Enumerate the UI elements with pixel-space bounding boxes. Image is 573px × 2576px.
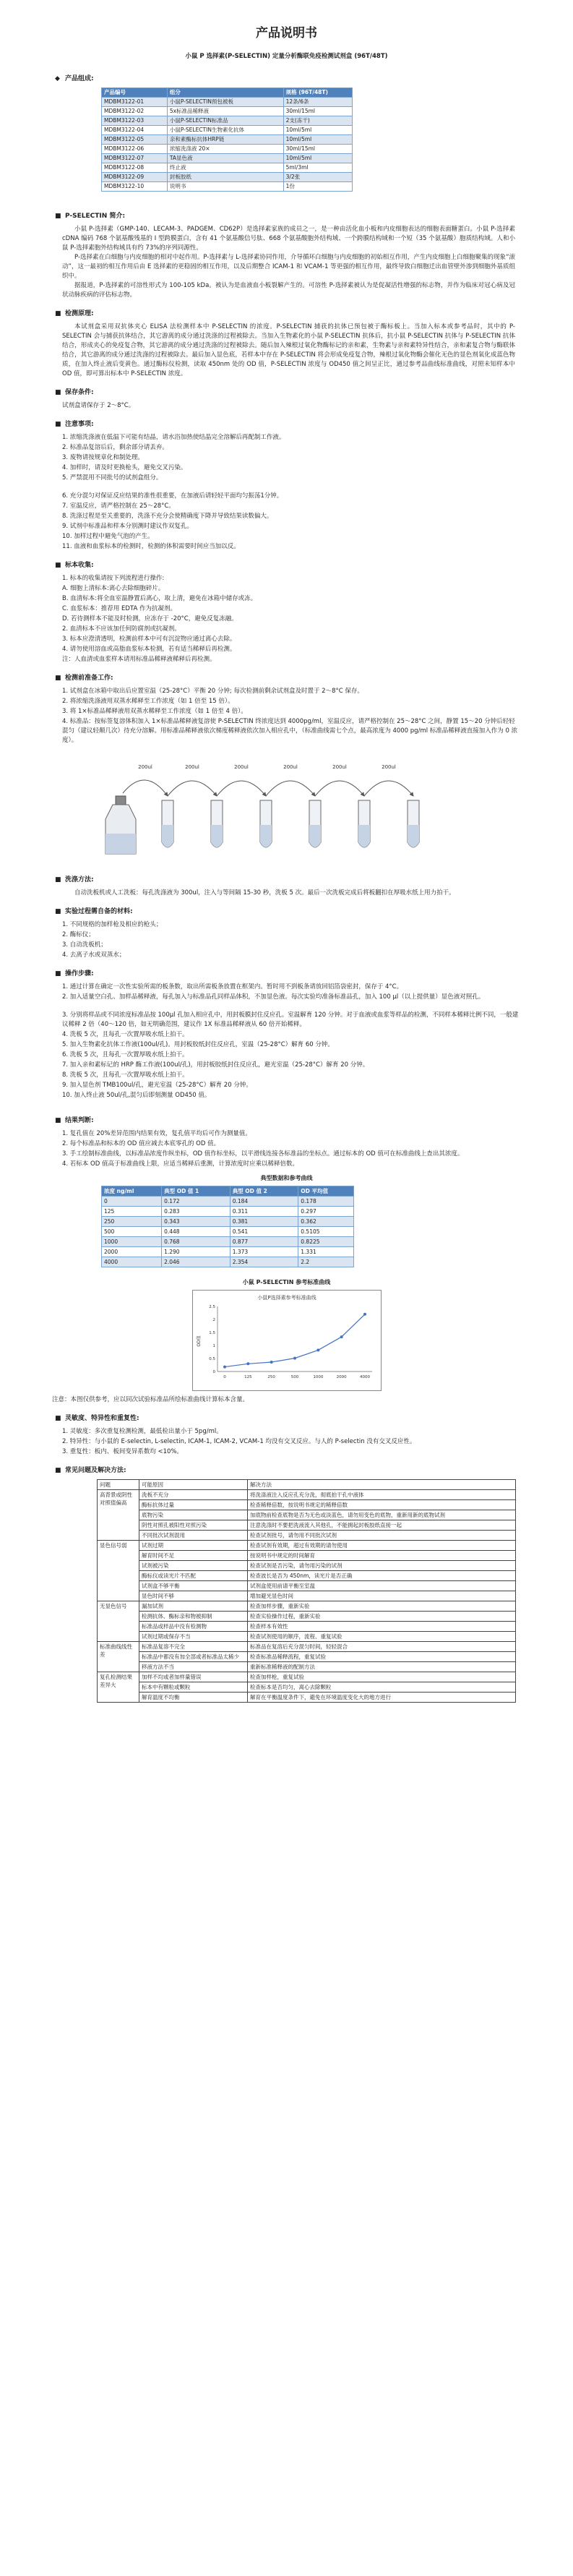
x-tick-label: 500 <box>290 1375 298 1379</box>
problem-cell: 标准曲线线性差 <box>98 1642 139 1672</box>
solution-cell: 检查实验操作过程，重新实验 <box>248 1612 516 1622</box>
cause-cell: 底物污染 <box>139 1510 248 1520</box>
intro-paragraph-3: 据报道，P-选择素的可溶性形式为 100-105 kDa。被认为是血液血小板裂解产生的。可溶性 P-选择素被认为是促凝活性增强的标志物，并作为临床对冠心病及冠状动脉疾病的评估标志物。 <box>62 282 515 299</box>
solution-cell: 检查稀释倍数，按说明书规定的稀释倍数 <box>248 1500 516 1510</box>
transfer-arrow-icon <box>123 780 168 796</box>
list-item: 2. 特异性：与小鼠的 E-selectin, L-selectin, ICAM-1, ICAM-2, VCAM-1 均没有交叉反应。与人的 P-selectin 没有交叉反应性。 <box>62 1438 416 1445</box>
solution-cell: 检查试剂使用的顺序，流程、重复试验 <box>248 1632 516 1642</box>
section-storage-heading: ■ 保存条件: <box>55 389 94 396</box>
table-cell: 1000 <box>102 1237 162 1247</box>
list-item: 3. 手工绘制标准曲线，以标准品浓度作纵坐标，OD 值作标坐标，以平滑线连接各标准品的坐标点。通过标本的 OD 值可在标准曲线上查出其浓度。 <box>62 1150 464 1158</box>
results-list <box>62 1129 521 1169</box>
table-cell: 浓缩洗涤液 20× <box>167 145 283 154</box>
cause-cell: 加样不均或者加样量错误 <box>139 1672 248 1682</box>
section-troubleshoot-heading: ■ 常见问题及解决方法: <box>55 1467 126 1474</box>
solution-cell: 按说明书中规定的时间解育 <box>248 1551 516 1561</box>
cause-cell: 移液方法不当 <box>139 1662 248 1672</box>
table-cell: 5x标准品稀释液 <box>167 107 283 116</box>
table-cell: 2000 <box>102 1247 162 1257</box>
table-cell: 0.362 <box>298 1217 354 1227</box>
table-cell: 0.172 <box>162 1197 231 1207</box>
list-item: 1. 试剂盒在冰箱中取出后应置室温（25-28°C）平衡 20 分钟; 每次检测前剩余试剂盒及时置于 2～8°C 保存。 <box>62 688 363 695</box>
data-point <box>246 1362 249 1365</box>
table-cell: 0.343 <box>162 1217 231 1227</box>
y-tick-label: 1 <box>212 1344 215 1348</box>
table-cell: 3/2张 <box>283 173 352 182</box>
table-cell: 4000 <box>102 1257 162 1267</box>
dilution-diagram <box>103 753 471 861</box>
cause-cell: 试剂盒不够平衡 <box>139 1581 248 1591</box>
table-cell: 0.311 <box>230 1207 298 1217</box>
table-row <box>102 1247 354 1257</box>
column-header: 浓度 ng/ml <box>102 1186 162 1197</box>
list-item: D. 若待测样本不能及时检测，应冻存于 -20°C，避免反复冻融。 <box>62 615 238 622</box>
section-performance-heading: ■ 灵敏度、特异性和重复性: <box>55 1415 139 1422</box>
section-intro-heading: ■ P-SELECTIN 简介: <box>55 213 126 220</box>
solution-cell: 检查样本有效性 <box>248 1622 516 1632</box>
list-item: B. 血清标本:将全血室温静置后离心，取上清，避免在冰箱中储存或冻。 <box>62 595 257 602</box>
list-item: 2. 血清标本不应该加任何防腐剂或抗凝剂。 <box>62 625 181 633</box>
table-row <box>98 1490 516 1500</box>
table-cell: 10ml/5ml <box>283 154 352 163</box>
tube-liquid <box>408 825 419 847</box>
table-row <box>102 107 353 116</box>
steps-list <box>62 983 521 1100</box>
components-table <box>101 87 353 192</box>
table-row <box>102 163 353 173</box>
section-steps-heading: ■ 操作步骤: <box>55 970 94 977</box>
section-results-heading: ■ 结果判断: <box>55 1117 94 1124</box>
square-bullet-icon: ■ <box>55 213 61 220</box>
x-tick-label: 2000 <box>336 1375 347 1379</box>
list-item: 1. 标本的收集请按下列流程进行操作: <box>62 575 165 582</box>
list-item: 2. 酶标仪； <box>62 931 95 938</box>
table-row <box>98 1622 516 1632</box>
tube-liquid <box>309 825 321 847</box>
table-cell: 500 <box>102 1227 162 1237</box>
table-cell: 2支(冻干) <box>283 116 352 126</box>
performance-list <box>62 1427 521 1457</box>
table-cell: 125 <box>102 1207 162 1217</box>
problem-cell: 复孔检测结果差异大 <box>98 1672 139 1703</box>
table-row <box>98 1601 516 1612</box>
table-row <box>98 1510 516 1520</box>
column-header: 典型 OD 值 1 <box>162 1186 231 1197</box>
chart-note: 注意：本图仅供参考，应以同次试验标准品所绘标准曲线计算标本含量。 <box>52 1396 249 1403</box>
square-bullet-icon: ■ <box>55 1467 61 1474</box>
list-item: 1. 不同规格的加样枪及相应的枪头； <box>62 921 163 928</box>
table-row <box>102 1197 354 1207</box>
data-point <box>316 1348 319 1351</box>
table-cell: 250 <box>102 1217 162 1227</box>
transfer-volume-label: 200ul <box>332 764 347 770</box>
list-item: 1. 灵敏度：多次重复检测检测，最低检出量小于 5pg/ml。 <box>62 1428 223 1435</box>
table-cell: MDBM3122-02 <box>102 107 168 116</box>
list-item: 2. 每个标准品和标本的 OD 值应减去本底零孔的 OD 值。 <box>62 1140 220 1147</box>
table-cell: 封板胶纸 <box>167 173 283 182</box>
data-point <box>223 1366 226 1369</box>
problem-cell: 无显色信号 <box>98 1601 139 1642</box>
section-prep-heading: ■ 检测前准备工作: <box>55 675 113 682</box>
table-header-row <box>102 1186 354 1197</box>
list-item: 9. 试剂中标准品和样本分别测时建议作双复孔。 <box>62 523 193 530</box>
list-item: 3. 分别将样品或不同浓度标准品按 100μl 孔加入相应孔中，用封板膜封住反应孔。室温解育 120 分钟。对于血液或血浆等样品的检测，不同样本稀释比例不同，一般建议稀释 2 倍（40～120 倍，如无明确范围，建议作 1X 标准品稀释液从 60 倍开始稀释。 <box>62 1011 519 1028</box>
square-bullet-icon: ■ <box>55 1415 61 1422</box>
y-tick-label: 0.5 <box>208 1357 215 1361</box>
tube-liquid <box>358 825 370 847</box>
cause-cell: 酶标抗体过量 <box>139 1500 248 1510</box>
table-cell: 2.2 <box>298 1257 354 1267</box>
table-row <box>102 182 353 192</box>
y-tick-label: 0 <box>212 1370 215 1374</box>
column-header: OD 平均值 <box>298 1186 354 1197</box>
table-cell: MDBM3122-08 <box>102 163 168 173</box>
solution-cell: 检查波长是否为 450nm，读光片是否正确 <box>248 1571 516 1581</box>
data-point <box>270 1361 272 1364</box>
list-item: 5. 严禁混用不同批号的试剂盒组分。 <box>62 474 163 482</box>
table-row <box>98 1551 516 1561</box>
list-item: 6. 洗板 5 次，且每孔一次置厚吸水纸上拍干。 <box>62 1051 189 1058</box>
data-point <box>293 1357 296 1360</box>
list-item: 4. 加样时，请及时更换枪头，避免交叉污染。 <box>62 464 187 471</box>
cause-cell: 标准品复溶不完全 <box>139 1642 248 1652</box>
list-item: 10. 加样过程中避免气泡的产生。 <box>62 533 154 540</box>
list-item: 9. 加入显色剂 TMB100ul/孔，避光室温（25-28°C）解育 20 分钟。 <box>62 1082 252 1089</box>
tube-liquid <box>260 825 272 847</box>
solution-cell: 检查加样步骤，重新实验 <box>248 1601 516 1612</box>
transfer-arrow-icon <box>168 781 217 796</box>
table-row <box>98 1693 516 1703</box>
data-point <box>340 1335 342 1338</box>
list-item: 2. 标准品复溶后后，剩余部分请丢弃。 <box>62 444 168 451</box>
transfer-arrow-icon <box>217 781 266 796</box>
transfer-volume-label: 200ul <box>234 764 249 770</box>
table-row <box>102 1207 354 1217</box>
table-cell: 0.8225 <box>298 1237 354 1247</box>
table-row <box>98 1500 516 1510</box>
list-item: 8. 洗涤过程是至关重要的，洗涤不充分会使精确度下降并导致结果读数偏大。 <box>62 513 273 520</box>
table-cell: 小鼠P-SELECTIN生物素化抗体 <box>167 126 283 135</box>
list-item: 4. 去离子水或双蒸水； <box>62 951 126 959</box>
table-cell: 终止液 <box>167 163 283 173</box>
transfer-volume-label: 200ul <box>382 764 396 770</box>
list-item: 5. 加入生物素化抗体工作液(100ul/孔)。用封板胶纸封住反应孔，室温（25-28°C）解育 60 分钟。 <box>62 1041 334 1048</box>
cause-cell: 酶标仪或读光片不匹配 <box>139 1571 248 1581</box>
transfer-volume-label: 200ul <box>185 764 199 770</box>
table-row <box>102 1237 354 1247</box>
cause-cell: 不同批次试剂混用 <box>139 1531 248 1541</box>
table-cell: 2.354 <box>230 1257 298 1267</box>
cause-cell: 试剂过期 <box>139 1541 248 1551</box>
table-cell: 小鼠P-SELECTIN标准品 <box>167 116 283 126</box>
notes-list <box>62 433 521 552</box>
x-tick-label: 4000 <box>359 1375 370 1379</box>
column-header: 组分 <box>167 88 283 98</box>
stock-vial-icon <box>105 796 136 854</box>
storage-text: 试剂盒请保存于 2～8°C。 <box>62 402 135 409</box>
table-cell: 0.541 <box>230 1227 298 1237</box>
page-title: 产品说明书 <box>256 26 317 40</box>
list-item: 2. 将浓缩洗涤液用双蒸水稀释至工作浓度（如 1 倍至 15 倍）。 <box>62 698 234 705</box>
square-bullet-icon: ■ <box>55 562 61 569</box>
cause-cell: 检测抗体、酶标亲和物被抑制 <box>139 1612 248 1622</box>
list-item: 注：人血清或血浆样本请用标准品稀释液稀释后再检测。 <box>62 656 216 663</box>
list-item: 7. 加入亲和素标记的 HRP 酶工作液(100ul/孔)，用封板胶纸封住反应孔，避光室温（25-28°C）解育 20 分钟。 <box>62 1061 369 1069</box>
table-row <box>102 1227 354 1237</box>
table-cell: 0.877 <box>230 1237 298 1247</box>
table-cell: TA显色液 <box>167 154 283 163</box>
column-header: 规格 (96T/48T) <box>283 88 352 98</box>
table-row <box>98 1531 516 1541</box>
table-cell: 0 <box>102 1197 162 1207</box>
solution-cell: 标准品在复溶后充分混匀时间，轻轻混合 <box>248 1642 516 1652</box>
table-row <box>102 173 353 182</box>
data-point <box>363 1313 366 1316</box>
square-bullet-icon: ■ <box>55 421 61 428</box>
table-cell: 小鼠P-SELECTIN预包被板 <box>167 98 283 107</box>
table-cell: 30ml/15ml <box>283 107 352 116</box>
section-materials-heading: ■ 实验过程需自备的材料: <box>55 908 133 915</box>
cause-cell: 显色时间不够 <box>139 1591 248 1601</box>
table-row <box>98 1662 516 1672</box>
list-item: 1. 通过计算在确定一次性实验所需的板条数，取出所需板条放置在框架内。暂时用不到板条请放回铝箔袋密封，保存于 4°C。 <box>62 983 403 990</box>
table-cell: 1.290 <box>162 1247 231 1257</box>
cause-cell: 洗板不充分 <box>139 1490 248 1500</box>
list-item: 10. 加入终止液 50ul/孔,混匀后即刻测量 OD450 值。 <box>62 1092 211 1099</box>
table-cell: 0.184 <box>230 1197 298 1207</box>
x-tick-label: 125 <box>244 1375 252 1379</box>
solution-cell: 加底物前检查底物是否为无色或淡蓝色，请勿用变色的底物，重新用新的底物试剂 <box>248 1510 516 1520</box>
table-cell: MDBM3122-04 <box>102 126 168 135</box>
list-item: 4. 标准品：按标签复溶体积加入 1×标准品稀释液复溶使 P-SELECTIN 终浓度达到 4000pg/ml，室温反应，请严格控制在 25～28°C 之间，静置 15～20 分钟后轻轻混匀（建议轻颠几次）待充分溶解。用标准品稀释液依次梯度稀释液依次加入相应孔中，（标准曲线需七个点，最高浓度为 4000 pg/ml 标准品稀释液直接加入作为 0 浓度）。 <box>62 718 518 744</box>
problem-cell: 高背景或阴性对照值偏高 <box>98 1490 139 1541</box>
table-cell: 0.5105 <box>298 1227 354 1237</box>
list-item: 7. 室温反应，请严格控制在 25～28°C。 <box>62 502 175 510</box>
chart-y-label: OD值 <box>196 1335 202 1347</box>
list-item: 4. 若标本 OD 值高于标准曲线上限，应适当稀释后重测，计算浓度时应乘以稀释倍数。 <box>62 1160 298 1168</box>
table-row <box>102 98 353 107</box>
table-cell: 10ml/5ml <box>283 135 352 145</box>
table-cell: MDBM3122-05 <box>102 135 168 145</box>
list-item: 4. 请勿使用溶血或高脂血浆标本检测，若有适当稀释后再检测。 <box>62 646 236 653</box>
table-row <box>98 1652 516 1662</box>
column-header: 典型 OD 值 2 <box>230 1186 298 1197</box>
transfer-volume-label: 200ul <box>138 764 152 770</box>
table-cell: MDBM3122-01 <box>102 98 168 107</box>
square-bullet-icon: ■ <box>55 970 61 977</box>
solution-cell: 试剂盒使用前请平衡至室温 <box>248 1581 516 1591</box>
problem-cell: 显色信号弱 <box>98 1541 139 1601</box>
table-cell: 10ml/5ml <box>283 126 352 135</box>
section-notes-heading: ■ 注意事项: <box>55 421 94 428</box>
table-row <box>98 1682 516 1693</box>
solution-cell: 将洗涤液注入反应孔充分洗，彻底拍干孔中液体 <box>248 1490 516 1500</box>
table-cell: MDBM3122-07 <box>102 154 168 163</box>
list-item <box>62 484 521 491</box>
cause-cell: 阴性对照孔被阳性对照污染 <box>139 1520 248 1531</box>
table-caption: 典型数据和参考曲线 <box>260 1175 313 1181</box>
troubleshooting-table <box>97 1479 516 1703</box>
section-collection-heading: ■ 标本收集: <box>55 562 94 569</box>
table-cell: 30ml/15ml <box>283 145 352 154</box>
list-item: 2. 加入适量空白孔、加样品稀释液，每孔加入与标准品孔同样品体积，不加显色液。每次实验均准备标准品孔，加入 100 μl（以上提供量）显色液对照孔。 <box>62 993 485 1001</box>
table-row <box>98 1612 516 1622</box>
table-row <box>98 1632 516 1642</box>
cause-cell: 解育温度不均衡 <box>139 1693 248 1703</box>
list-item: 1. 复孔值在 20%差异范围内结果有效，复孔值平均后可作为测量值。 <box>62 1130 251 1137</box>
collection-list <box>62 574 521 664</box>
table-header-row <box>102 88 353 98</box>
table-cell: MDBM3122-06 <box>102 145 168 154</box>
transfer-arrow-icon <box>364 781 413 796</box>
transfer-volume-label: 200ul <box>283 764 298 770</box>
table-cell: 亲和素酶标抗体HRP链 <box>167 135 283 145</box>
table-row <box>98 1561 516 1571</box>
solution-cell: 解育在平衡温度条件下，避免在环境温度变化大的地方进行 <box>248 1693 516 1703</box>
list-item: 8. 洗板 5 次，且每孔一次置厚吸水纸上拍干。 <box>62 1071 189 1079</box>
list-item: 1. 浓缩洗涤液在低温下可能有结晶，请水浴加热使结晶完全溶解后再配制工作液。 <box>62 434 285 441</box>
tube-liquid <box>211 825 223 847</box>
cause-cell: 漏加试剂 <box>139 1601 248 1612</box>
column-header: 问题 <box>98 1480 139 1490</box>
table-row <box>98 1571 516 1581</box>
cause-cell: 解育时间不足 <box>139 1551 248 1561</box>
square-bullet-icon: ■ <box>55 1117 61 1124</box>
table-cell: 0.448 <box>162 1227 231 1237</box>
table-cell: 1.373 <box>230 1247 298 1257</box>
square-bullet-icon: ■ <box>55 389 61 396</box>
table-row <box>102 1217 354 1227</box>
solution-cell: 检查标本是否均匀，离心去除颗粒 <box>248 1682 516 1693</box>
y-tick-label: 2 <box>212 1318 215 1322</box>
table-row <box>98 1581 516 1591</box>
solution-cell: 增加避光显色时间 <box>248 1591 516 1601</box>
table-row <box>98 1672 516 1682</box>
solution-cell: 检查加样枪，重复试验 <box>248 1672 516 1682</box>
intro-paragraph-2: P-选择素在白细胞与内皮细胞的相对中起作用。P-选择素与 L-选择素协同作用，介导循环白细胞与内皮细胞的初始相互作用，产生内皮细胞上白细胞聚集的现象“滚动”，这一最初的相互作用后由 E 选择素的更稳固的相互作用，以及后期整合 ICAM-1 和 VCAM-1 等更强的相互作用，最终导致白细胞迁出血管壁外渗到细胞外基质组织中。 <box>62 254 515 280</box>
section-wash-heading: ■ 洗涤方法: <box>55 876 94 883</box>
product-subtitle: 小鼠 P 选择素(P-SELECTIN) 定量分析酶联免疫检测试剂盒 (96T/48T) <box>185 53 388 60</box>
list-item <box>62 1003 521 1010</box>
list-item: 3. 重复性：板内、板间变异系数均 <10%。 <box>62 1448 184 1455</box>
prep-list <box>62 687 521 745</box>
table-cell: 0.297 <box>298 1207 354 1217</box>
x-tick-label: 250 <box>267 1375 275 1379</box>
table-cell: 0.768 <box>162 1237 231 1247</box>
table-cell: 0.178 <box>298 1197 354 1207</box>
table-row <box>102 145 353 154</box>
table-cell: 2.046 <box>162 1257 231 1267</box>
cause-cell: 标本中有颗粒或颗粒 <box>139 1682 248 1693</box>
table-row <box>102 116 353 126</box>
table-cell: 0.283 <box>162 1207 231 1217</box>
table-row <box>98 1642 516 1652</box>
list-item: 6. 充分混匀对保证反应结果的准性很重要，在加液后请轻轻平面均匀振荡1分钟。 <box>62 492 283 500</box>
principle-paragraph: 本试剂盒采用双抗体夹心 ELISA 法检测样本中 P-SELECTIN 的浓度。P-SELECTIN 捕获的抗体已预包被于酶标板上。当加入标本或参考品时，其中的 P-SELECTIN 会与捕获抗体结合，其它游离的成分通过洗涤的过程被除去。当加入生物素化的小鼠 P-SELECTIN 抗体后，抗小鼠 P-SELECTIN 抗体与 P-SELECTIN 抗体结合，形成夹心的免疫复合物，其它游离的成分通过洗涤的过程被除去。随后加入辣根过氧化物酶标记的亲和素，生物素与亲和素特异性结合，亲和素复合物与酶联体结合，其它游离的成分通过洗涤的过程被除去。最后加入显色底，若样本中存在 P-SELECTIN 将会形成免疫复合物，辣根过氧化物酶会催化无色的显色剂氧化成蓝色物质，在加入终止液后变黄色。通过酶标仪检测，读取 450nm 处的 OD 值，P-SELECTIN 浓度与 OD450 值之间呈正比，通过参考品曲线标准曲线，对照未知样本中 OD 值，即可算出标本中 P-SELECTIN 浓度。 <box>62 323 515 377</box>
list-item: 3. 将 1×标准品稀释液用双蒸水稀释至工作浓度（如 1 倍至 4 倍）。 <box>62 708 247 715</box>
table-header-row <box>98 1480 516 1490</box>
table-row <box>102 126 353 135</box>
chart-caption: 小鼠 P-SELECTIN 参考标准曲线 <box>242 1279 331 1285</box>
intro-paragraph-1: 小鼠 P-选择素（GMP-140、LECAM-3、PADGEM、CD62P）是选择素家族的成员之一，是一种由活化血小板和内皮细胞表达的细胞表面糖蛋白。小鼠 P-选择素 cDNA 编码 768 个氨基酸残基的 I 型跨膜蛋白，含有 41 个氨基酸信号肽、668 个氨基酸胞外结构域、一个跨膜结构域和一个短（35 个氨基酸）胞质结构域。人和小鼠 P-选择素胞外结构域具有约 73%的序列同源性。 <box>62 226 515 252</box>
table-row <box>98 1541 516 1551</box>
column-header: 可能原因 <box>139 1480 248 1490</box>
column-header: 解决方法 <box>248 1480 516 1490</box>
table-cell: 5ml/3ml <box>283 163 352 173</box>
solution-cell: 重新标准稀释液的配制方法 <box>248 1662 516 1672</box>
cause-cell: 试剂被污染 <box>139 1561 248 1571</box>
transfer-arrow-icon <box>266 781 315 796</box>
table-cell: MDBM3122-03 <box>102 116 168 126</box>
list-item: 3. 自动洗板机； <box>62 941 107 949</box>
list-item: C. 血浆标本：推荐用 EDTA 作为抗凝剂。 <box>62 605 177 612</box>
diamond-bullet-icon: ◆ <box>55 75 60 82</box>
x-tick-label: 0 <box>223 1375 226 1379</box>
list-item: 3. 标本应澄清透明，检测前样本中可有沉淀物应通过离心去除。 <box>62 636 236 643</box>
solution-cell: 检查试剂是否污染，请勿用污染的试剂 <box>248 1561 516 1571</box>
solution-cell: 注意洗涤时不要把洗液流入其他孔，不能拥起封板胶纸直接一起 <box>248 1520 516 1531</box>
square-bullet-icon: ■ <box>55 310 61 317</box>
solution-cell: 检查试剂有效期，超过有效期的请勿使用 <box>248 1541 516 1551</box>
table-cell: 1份 <box>283 182 352 192</box>
standard-curve-chart <box>192 1290 382 1391</box>
table-row <box>98 1591 516 1601</box>
y-tick-label: 2.5 <box>208 1305 215 1309</box>
list-item: 3. 废物请按规章化和制处理。 <box>62 454 144 461</box>
standard-data-table <box>101 1186 354 1267</box>
wash-paragraph: 自动洗板机或人工洗板：每孔洗涤液为 300ul，注入与等间隔 15-30 秒，洗板 5 次。最后一次洗板完成后将板翻扣在厚吸水纸上用力拍干。 <box>74 889 455 897</box>
cause-cell: 标准品中都没有加全部或者标准品太稀少 <box>139 1652 248 1662</box>
table-row <box>102 135 353 145</box>
table-cell: 12条/6条 <box>283 98 352 107</box>
solution-cell: 检查试剂批号，请勿用不同批次试剂 <box>248 1531 516 1541</box>
table-cell: MDBM3122-09 <box>102 173 168 182</box>
y-tick-label: 1.5 <box>208 1331 215 1335</box>
table-cell: 0.381 <box>230 1217 298 1227</box>
table-row <box>102 1257 354 1267</box>
table-row <box>102 154 353 163</box>
section-principle-heading: ■ 检测原理: <box>55 310 94 317</box>
square-bullet-icon: ■ <box>55 908 61 915</box>
cause-cell: 标准品或样品中没有检测物 <box>139 1622 248 1632</box>
cause-cell: 试剂过期或保存不当 <box>139 1632 248 1642</box>
square-bullet-icon: ■ <box>55 675 61 682</box>
list-item: 11. 血液和血浆标本的检测时，检测的体积需要时间应当加以反。 <box>62 543 240 550</box>
column-header: 产品编号 <box>102 88 168 98</box>
table-row <box>98 1520 516 1531</box>
tube-liquid <box>162 825 173 847</box>
table-cell: 说明书 <box>167 182 283 192</box>
solution-cell: 检查标准品稀释流程，重复试验 <box>248 1652 516 1662</box>
square-bullet-icon: ■ <box>55 876 61 883</box>
x-tick-label: 1000 <box>312 1375 323 1379</box>
section-components-heading: ◆ 产品组成: <box>55 75 94 82</box>
chart-title: 小鼠P选择素参考标准曲线 <box>257 1295 316 1301</box>
list-item: A. 细胞上清标本:离心去除细胞碎片。 <box>62 585 165 592</box>
transfer-arrow-icon <box>315 781 364 796</box>
table-cell: 1.331 <box>298 1247 354 1257</box>
table-cell: MDBM3122-10 <box>102 182 168 192</box>
list-item: 4. 洗板 5 次，且每孔一次置厚吸水纸上拍干。 <box>62 1031 189 1038</box>
materials-list <box>62 920 521 960</box>
